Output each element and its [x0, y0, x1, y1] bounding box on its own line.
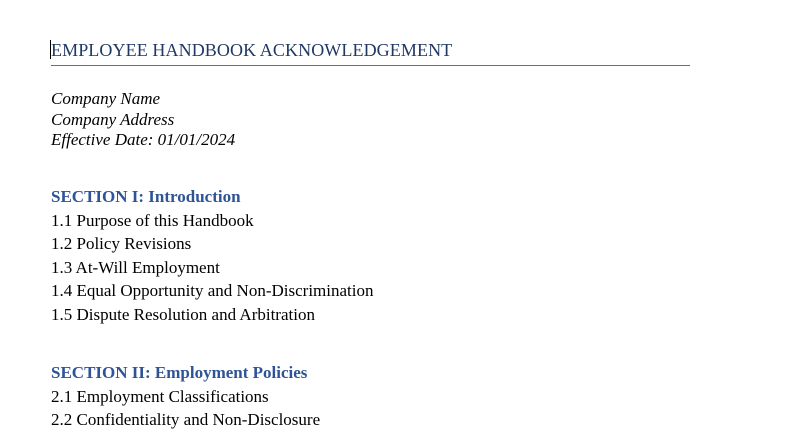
section-item[interactable]: 2.1 Employment Classifications: [51, 386, 269, 406]
section-item[interactable]: 1.4 Equal Opportunity and Non-Discrimination: [51, 281, 374, 300]
document-title[interactable]: EMPLOYEE HANDBOOK ACKNOWLEDGEMENT: [51, 38, 690, 66]
company-name[interactable]: Company Name: [51, 89, 161, 108]
section-item[interactable]: 1.5 Dispute Resolution and Arbitration: [51, 304, 315, 324]
section-item[interactable]: 1.3 At-Will Employment: [51, 257, 220, 277]
section-introduction: [51, 185, 373, 326]
company-info-block: [51, 89, 235, 151]
effective-date[interactable]: Effective Date: 01/01/2024: [51, 130, 236, 149]
section-item[interactable]: 1.1 Purpose of this Handbook: [51, 210, 254, 230]
section-item[interactable]: 2.2 Confidentiality and Non-Disclosure: [51, 410, 321, 429]
section-item[interactable]: 1.2 Policy Revisions: [51, 234, 192, 253]
section-heading[interactable]: SECTION II: Employment Policies: [51, 363, 308, 382]
section-employment-policies: [51, 361, 320, 432]
section-heading[interactable]: SECTION I: Introduction: [51, 187, 241, 206]
company-address[interactable]: Company Address: [51, 109, 175, 129]
